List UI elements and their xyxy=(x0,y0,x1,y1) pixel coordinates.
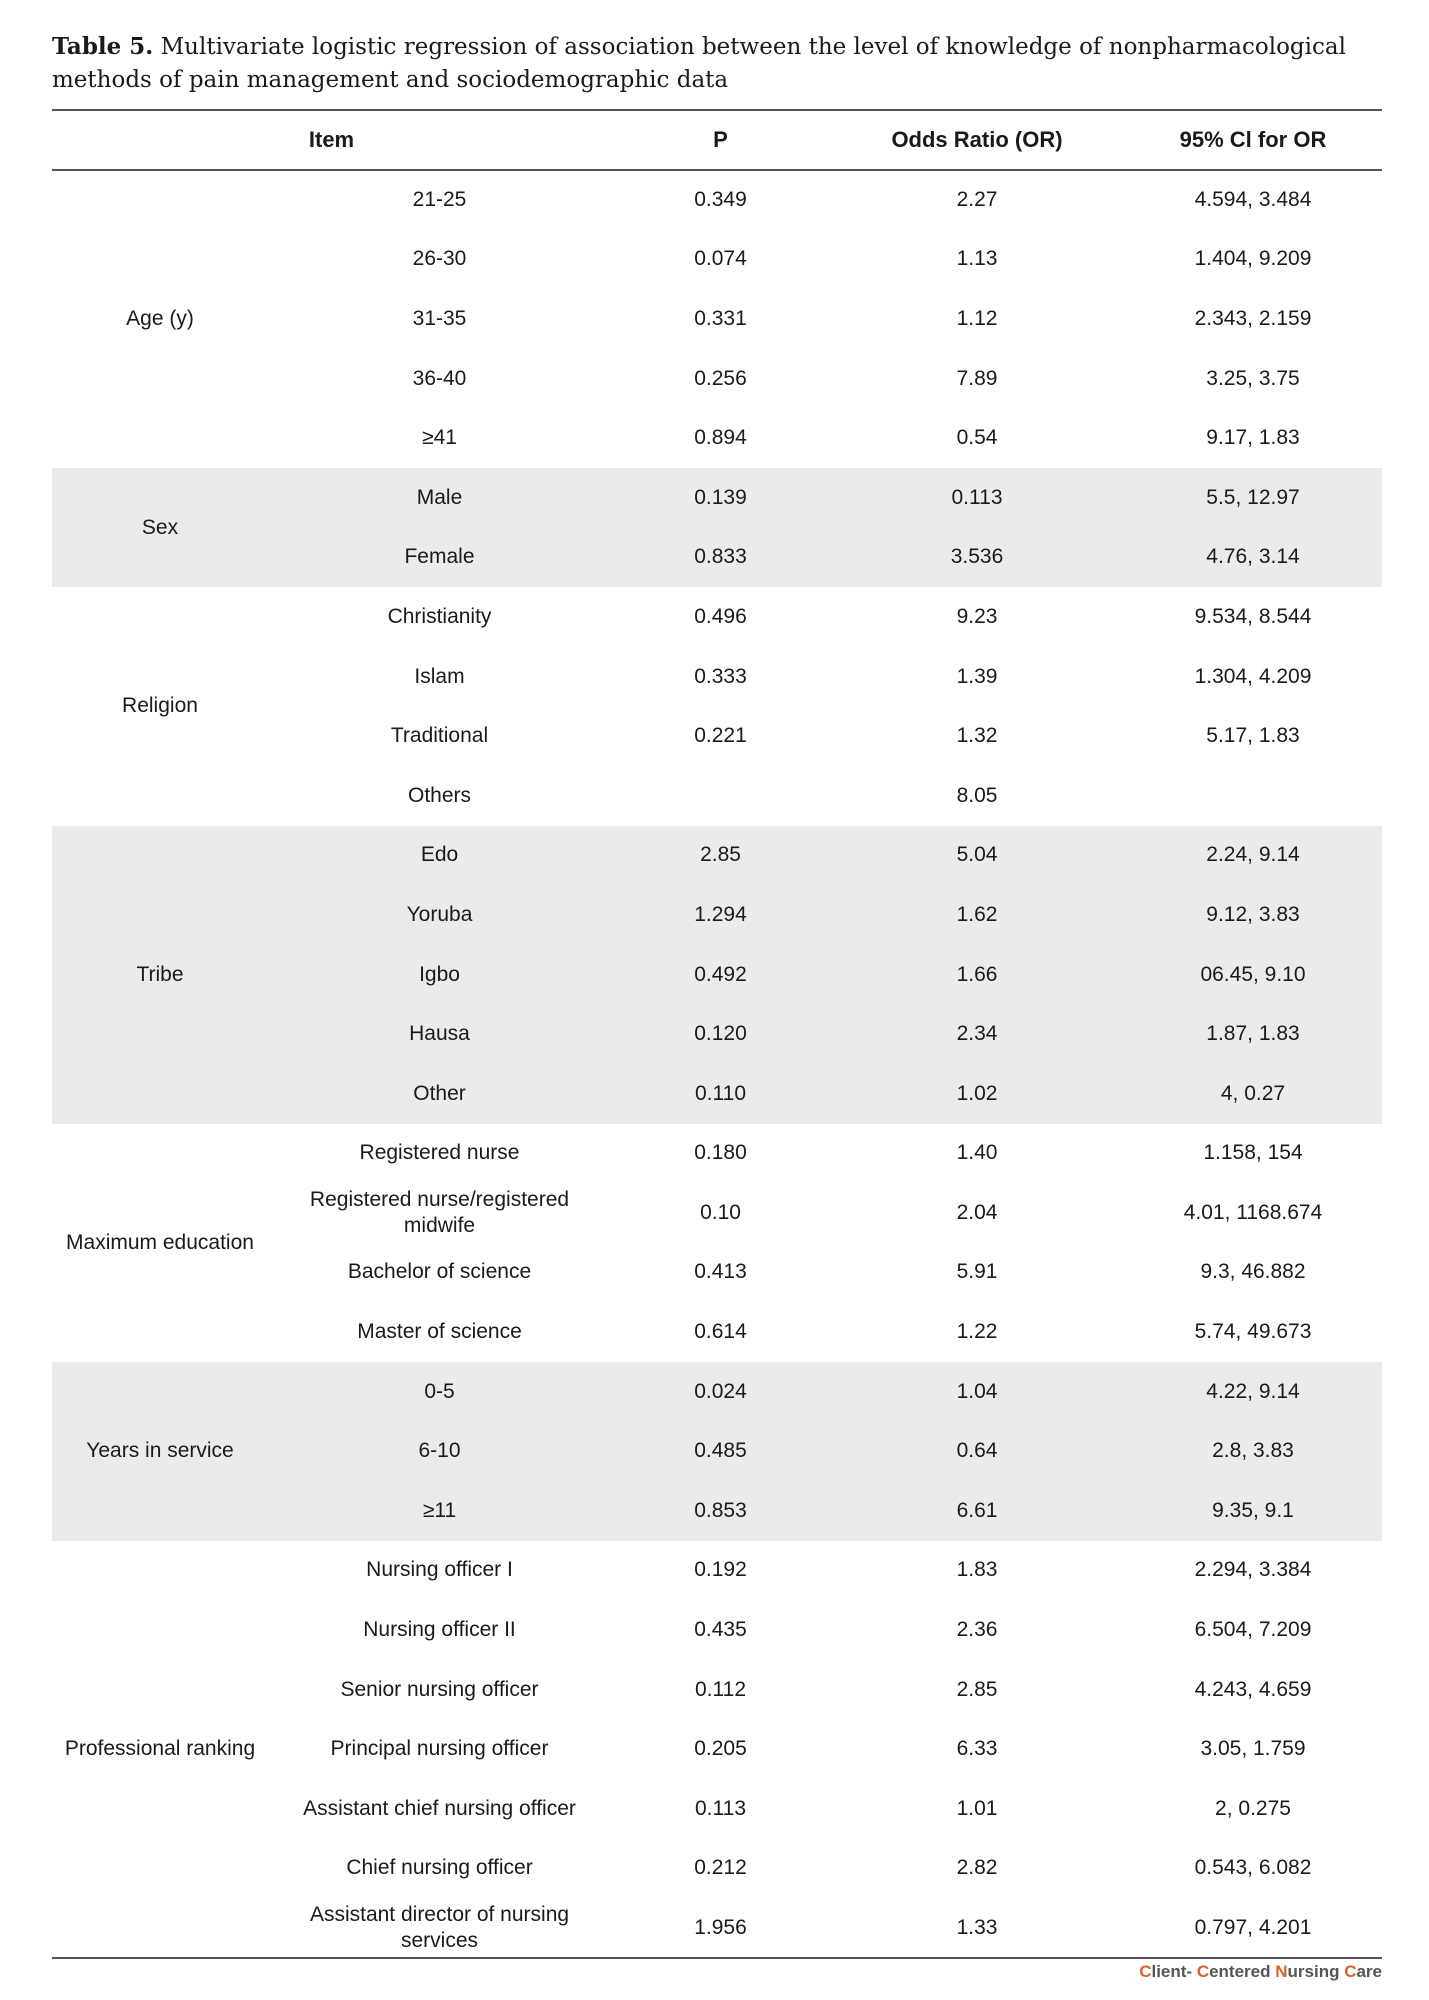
cell-p: 0.485 xyxy=(611,1421,830,1481)
cell-item: Assistant director of nursing services xyxy=(309,1902,570,1952)
cell-ci: 2.343, 2.159 xyxy=(1194,306,1312,330)
cell-p: 0.192 xyxy=(694,1558,747,1582)
cell-p: 0.113 xyxy=(695,1796,746,1820)
cell-odds-ratio: 2.36 xyxy=(956,1618,998,1642)
cell-odds-ratio: 2.27 xyxy=(956,188,998,212)
cell-odds-ratio: 2.85 xyxy=(956,1677,998,1701)
table-caption xyxy=(52,30,1382,97)
cell-p: 0.413 xyxy=(694,1260,747,1284)
cell-item: 36-40 xyxy=(412,366,467,390)
cell-odds-ratio: 2.34 xyxy=(830,1004,1124,1064)
cell-p: 0.256 xyxy=(694,366,747,390)
table-row xyxy=(52,1362,1382,1422)
cell-ci: 4.01, 1168.674 xyxy=(1183,1200,1323,1224)
cell-ci: 3.05, 1.759 xyxy=(1200,1737,1306,1761)
cell-ci: 0.797, 4.201 xyxy=(1194,1915,1312,1939)
cell-ci: 2.8, 3.83 xyxy=(1124,1421,1382,1481)
table-row xyxy=(52,468,1382,528)
cell-p: 1.294 xyxy=(611,885,830,945)
cell-ci: 0.543, 6.082 xyxy=(1194,1856,1312,1880)
cell-ci: 9.17, 1.83 xyxy=(1206,426,1300,450)
cell-item: Registered nurse xyxy=(359,1141,520,1165)
cell-odds-ratio: 1.12 xyxy=(956,306,998,330)
cell-item: Chief nursing officer xyxy=(346,1856,533,1880)
cell-odds-ratio: 6.61 xyxy=(830,1481,1124,1541)
cell-p: 0.333 xyxy=(694,664,747,688)
cell-ci: 9.12, 3.83 xyxy=(1124,885,1382,945)
table-title: Multivariate logistic regression of association between the level of knowledge of nonpharmacological methods of pain management and sociodemographic data xyxy=(52,34,1346,93)
cell-item: Senior nursing officer xyxy=(340,1677,539,1701)
cell-ci: 9.3, 46.882 xyxy=(1200,1260,1306,1284)
cell-odds-ratio: 0.54 xyxy=(956,426,998,450)
group-label: Tribe xyxy=(52,826,268,1124)
cell-item: Islam xyxy=(414,664,465,688)
cell-item: Master of science xyxy=(357,1320,522,1344)
cell-item: 6-10 xyxy=(268,1421,611,1481)
cell-p: 0.435 xyxy=(694,1618,747,1642)
cell-p xyxy=(611,766,830,826)
cell-ci: 1.87, 1.83 xyxy=(1124,1004,1382,1064)
group-label: Professional ranking xyxy=(64,1736,256,1760)
cell-odds-ratio: 1.62 xyxy=(830,885,1124,945)
row-group xyxy=(52,170,1382,468)
table-row xyxy=(52,1541,1382,1601)
cell-odds-ratio: 1.33 xyxy=(956,1915,998,1939)
table-header xyxy=(52,110,1382,170)
row-group xyxy=(52,587,1382,825)
header-p: P xyxy=(611,110,830,170)
table-row xyxy=(52,170,1382,230)
cell-ci: 9.534, 8.544 xyxy=(1194,604,1312,628)
cell-item: Male xyxy=(268,468,611,528)
cell-ci: 4.22, 9.14 xyxy=(1124,1362,1382,1422)
cell-ci: 1.158, 154 xyxy=(1203,1141,1303,1165)
cell-item: Others xyxy=(407,783,472,807)
cell-item: ≥41 xyxy=(422,426,457,450)
cell-ci: 3.25, 3.75 xyxy=(1206,366,1300,390)
cell-odds-ratio: 7.89 xyxy=(956,366,998,390)
cell-ci xyxy=(1124,766,1382,826)
cell-item: Assistant chief nursing officer xyxy=(303,1796,576,1820)
cell-odds-ratio: 3.536 xyxy=(830,528,1124,588)
cell-ci: 5.5, 12.97 xyxy=(1124,468,1382,528)
cell-odds-ratio: 2.82 xyxy=(956,1856,998,1880)
cell-item: Yoruba xyxy=(268,885,611,945)
cell-item: Other xyxy=(268,1064,611,1124)
cell-odds-ratio: 0.64 xyxy=(830,1421,1124,1481)
cell-odds-ratio: 1.13 xyxy=(956,247,998,271)
cell-odds-ratio: 1.32 xyxy=(956,724,998,748)
cell-p: 0.331 xyxy=(694,306,747,330)
group-label: Religion xyxy=(122,694,198,718)
group-label: Age (y) xyxy=(126,307,194,331)
cell-odds-ratio: 2.04 xyxy=(956,1200,998,1224)
cell-ci: 1.404, 9.209 xyxy=(1194,247,1312,271)
cell-odds-ratio: 5.91 xyxy=(956,1260,998,1284)
cell-p: 0.110 xyxy=(611,1064,830,1124)
cell-p: 0.112 xyxy=(695,1677,746,1701)
cell-ci: 06.45, 9.10 xyxy=(1124,945,1382,1005)
cell-odds-ratio: 0.113 xyxy=(830,468,1124,528)
cell-odds-ratio: 1.22 xyxy=(956,1320,998,1344)
cell-item: ≥11 xyxy=(268,1481,611,1541)
cell-p: 0.492 xyxy=(611,945,830,1005)
cell-item: 31-35 xyxy=(412,306,467,330)
row-group xyxy=(52,1124,1382,1362)
cell-ci: 1.304, 4.209 xyxy=(1194,664,1312,688)
group-label: Years in service xyxy=(52,1362,268,1541)
cell-item: Bachelor of science xyxy=(347,1260,532,1284)
cell-p: 1.956 xyxy=(694,1915,747,1939)
cell-odds-ratio: 9.23 xyxy=(956,604,998,628)
table-row xyxy=(52,826,1382,886)
cell-item: Traditional xyxy=(390,724,489,748)
regression-table xyxy=(52,109,1382,1959)
cell-ci: 6.504, 7.209 xyxy=(1194,1618,1312,1642)
cell-item: Igbo xyxy=(268,945,611,1005)
cell-ci: 5.74, 49.673 xyxy=(1194,1320,1312,1344)
cell-p: 0.833 xyxy=(611,528,830,588)
header-ci: 95% Cl for OR xyxy=(1124,110,1382,170)
cell-odds-ratio: 1.83 xyxy=(956,1558,998,1582)
journal-footer: Client- Centered Nursing Care xyxy=(1139,1962,1382,1981)
cell-ci: 2.294, 3.384 xyxy=(1194,1558,1312,1582)
header-odds-ratio: Odds Ratio (OR) xyxy=(830,110,1124,170)
cell-p: 0.212 xyxy=(694,1856,747,1880)
group-label: Maximum education xyxy=(66,1230,254,1254)
cell-p: 0.894 xyxy=(694,426,747,450)
cell-ci: 2, 0.275 xyxy=(1215,1796,1291,1820)
cell-item: 0-5 xyxy=(268,1362,611,1422)
cell-odds-ratio: 1.01 xyxy=(956,1796,998,1820)
row-group xyxy=(52,826,1382,1124)
cell-ci: 9.35, 9.1 xyxy=(1124,1481,1382,1541)
cell-item: 21-25 xyxy=(412,188,467,212)
cell-p: 2.85 xyxy=(611,826,830,886)
cell-item: Christianity xyxy=(387,604,492,628)
cell-item: Hausa xyxy=(268,1004,611,1064)
cell-ci: 2.24, 9.14 xyxy=(1124,826,1382,886)
cell-ci: 4, 0.27 xyxy=(1124,1064,1382,1124)
table-row xyxy=(52,1124,1382,1184)
cell-odds-ratio: 1.40 xyxy=(956,1141,998,1165)
table-row xyxy=(52,587,1382,647)
row-group xyxy=(52,1541,1382,1958)
cell-p: 0.180 xyxy=(694,1141,747,1165)
cell-odds-ratio: 1.66 xyxy=(830,945,1124,1005)
cell-p: 0.205 xyxy=(694,1737,747,1761)
cell-odds-ratio: 8.05 xyxy=(956,783,998,807)
cell-p: 0.221 xyxy=(694,724,747,748)
cell-item: Nursing officer II xyxy=(363,1618,516,1642)
table-label: Table 5. xyxy=(52,33,154,60)
cell-p: 0.074 xyxy=(694,247,747,271)
cell-ci: 4.76, 3.14 xyxy=(1124,528,1382,588)
row-group xyxy=(52,1362,1382,1541)
cell-p: 0.10 xyxy=(700,1200,741,1224)
cell-odds-ratio: 6.33 xyxy=(956,1737,998,1761)
cell-p: 0.024 xyxy=(611,1362,830,1422)
cell-p: 0.853 xyxy=(611,1481,830,1541)
cell-item: Registered nurse/registered midwife xyxy=(309,1187,570,1237)
cell-p: 0.496 xyxy=(694,604,747,628)
cell-ci: 4.243, 4.659 xyxy=(1194,1677,1312,1701)
cell-item: Principal nursing officer xyxy=(330,1737,549,1761)
header-item: Item xyxy=(52,110,611,170)
cell-ci: 5.17, 1.83 xyxy=(1206,724,1300,748)
cell-odds-ratio: 1.04 xyxy=(830,1362,1124,1422)
cell-p: 0.120 xyxy=(611,1004,830,1064)
cell-p: 0.614 xyxy=(694,1320,747,1344)
row-group xyxy=(52,468,1382,587)
cell-odds-ratio: 1.02 xyxy=(830,1064,1124,1124)
group-label: Sex xyxy=(52,468,268,587)
cell-odds-ratio: 5.04 xyxy=(830,826,1124,886)
cell-p: 0.349 xyxy=(694,188,747,212)
cell-item: Female xyxy=(268,528,611,588)
cell-item: Nursing officer I xyxy=(366,1558,513,1582)
cell-p: 0.139 xyxy=(611,468,830,528)
cell-odds-ratio: 1.39 xyxy=(956,664,998,688)
cell-item: 26-30 xyxy=(412,247,467,271)
cell-ci: 4.594, 3.484 xyxy=(1194,188,1312,212)
cell-item: Edo xyxy=(268,826,611,886)
